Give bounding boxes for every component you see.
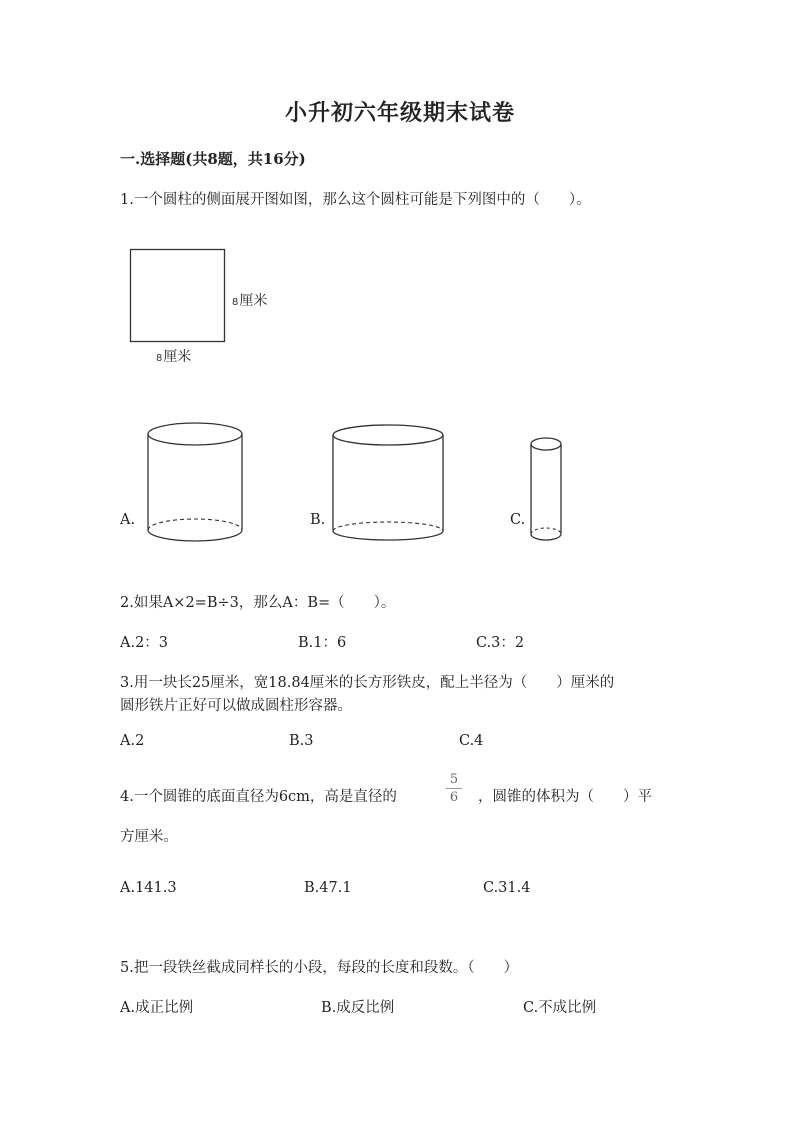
question-2-text: 2.如果A×2=B÷3，那么A：B=（ ）。 — [120, 595, 396, 611]
cylinder-c-figure[interactable] — [530, 437, 566, 547]
fraction-denominator: 6 — [449, 790, 459, 805]
q4-option-a[interactable]: A.141.3 — [120, 880, 177, 896]
q2-option-b[interactable]: B.1：6 — [298, 635, 347, 651]
q2-option-a[interactable]: A.2：3 — [120, 635, 169, 651]
fraction-five-sixths — [444, 772, 464, 805]
section-heading: 一.选择题(共8题，共16分) — [120, 150, 306, 168]
q3-option-c[interactable]: C.4 — [459, 733, 484, 749]
bottom-length-label: 8厘米 — [156, 349, 192, 365]
q5-option-b[interactable]: B.成反比例 — [321, 1000, 395, 1016]
square-net-figure — [130, 249, 226, 343]
option-b-label[interactable]: B. — [310, 512, 326, 528]
q5-option-a[interactable]: A.成正比例 — [120, 1000, 194, 1016]
cylinder-a-figure[interactable] — [146, 422, 246, 546]
q3-option-a[interactable]: A.2 — [120, 733, 145, 749]
fraction-numerator: 5 — [449, 772, 459, 787]
cylinder-b-figure[interactable] — [332, 424, 448, 544]
question-5-text: 5.把一段铁丝截成同样长的小段，每段的长度和段数。（ ） — [120, 960, 519, 976]
question-4-line2: 方厘米。 — [120, 829, 178, 845]
q2-option-c[interactable]: C.3：2 — [476, 635, 525, 651]
q3-option-b[interactable]: B.3 — [289, 733, 314, 749]
question-3-line2: 圆形铁片正好可以做成圆柱形容器。 — [120, 698, 352, 714]
question-4-text-after: ，圆锥的体积为（ ）平 — [478, 789, 652, 805]
q4-option-b[interactable]: B.47.1 — [304, 880, 352, 896]
q4-option-c[interactable]: C.31.4 — [483, 880, 531, 896]
q5-option-c[interactable]: C.不成比例 — [523, 1000, 597, 1016]
side-length-label: 8厘米 — [232, 293, 268, 309]
question-1-text: 1.一个圆柱的侧面展开图如图，那么这个圆柱可能是下列图中的（ ）。 — [120, 192, 591, 208]
option-c-label[interactable]: C. — [510, 512, 526, 528]
question-4-text-before: 4.一个圆锥的底面直径为6cm，高是直径的 — [120, 789, 397, 805]
option-a-label[interactable]: A. — [120, 512, 136, 528]
page-title: 小升初六年级期末试卷 — [284, 100, 515, 126]
question-3-line1: 3.用一块长25厘米，宽18.84厘米的长方形铁皮，配上半径为（ ）厘米的 — [120, 675, 615, 691]
